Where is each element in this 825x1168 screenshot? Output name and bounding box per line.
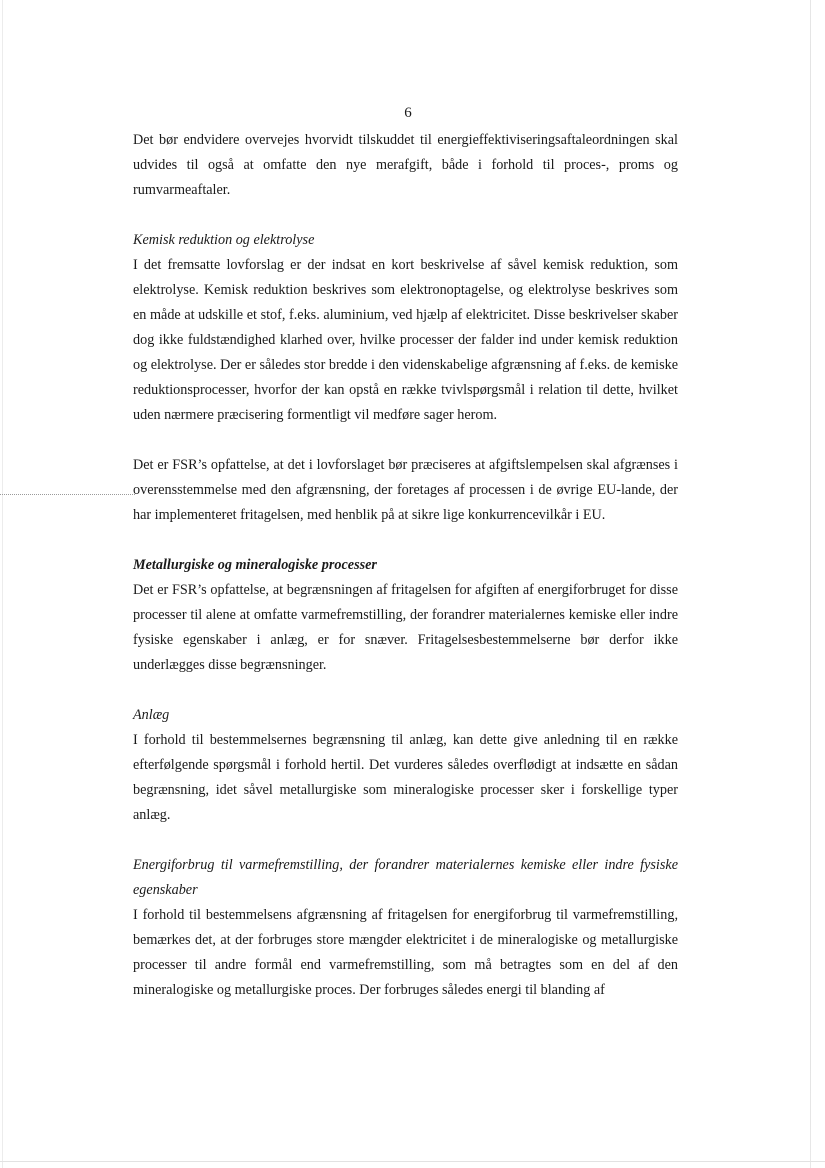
document-body bbox=[133, 128, 678, 1003]
paragraph-gap bbox=[133, 828, 678, 853]
paragraph-fsr-afgraensning: Det er FSR’s opfattelse, at det i lovforslaget bør præciseres at afgiftslempelsen skal afgrænses i overensstemmelse med den afgrænsning, der foretages af processen i de øvrige EU-lande, der har implementeret fritagelsen, med henblik på at sikre lige konkurrencevilkår i EU. bbox=[133, 457, 678, 523]
paragraph-tilskud: Det bør endvidere overvejes hvorvidt tilskuddet til energieffektiviseringsaftaleordningen skal udvides til også at omfatte den nye merafgift, både i forhold til proces-, proms og rumvarmeaftaler. bbox=[133, 132, 678, 198]
paragraph-gap bbox=[133, 428, 678, 453]
scan-edge-bottom bbox=[0, 1161, 825, 1162]
scan-edge-right bbox=[810, 0, 811, 1168]
margin-dotted-rule bbox=[0, 494, 135, 496]
paragraph-gap bbox=[133, 678, 678, 703]
paragraph-kemisk-reduktion: I det fremsatte lovforslag er der indsat en kort beskrivelse af såvel kemisk reduktion, som elektrolyse. Kemisk reduktion beskrives som elektronoptagelse, og elektrolyse beskrives som en måde at udskille et stof, f.eks. aluminium, ved hjælp af elektricitet. Disse beskrivelser skaber dog ikke fuldstændighed klarhed over, hvilke processer der falder ind under kemisk reduktion og elektrolyse. Der er således stor bredde i den videnskabelige afgrænsning af f.eks. de kemiske reduktionsprocesser, hvorfor der kan opstå en række tvivlspørgsmål i relation til dette, hvilket uden nærmere præcisering formentligt vil medføre sager herom. bbox=[133, 257, 678, 423]
heading-anlaeg: Anlæg bbox=[133, 707, 170, 723]
heading-energiforbrug: Energiforbrug til varmefremstilling, der forandrer materialernes kemiske eller indre fysiske egenskaber bbox=[133, 857, 678, 898]
paragraph-gap bbox=[133, 528, 678, 553]
heading-metallurgiske-processer: Metallurgiske og mineralogiske processer bbox=[133, 557, 377, 573]
heading-kemisk-reduktion: Kemisk reduktion og elektrolyse bbox=[133, 232, 315, 248]
scan-edge-left bbox=[2, 0, 3, 1168]
paragraph-energiforbrug: I forhold til bestemmelsens afgrænsning af fritagelsen for energiforbrug til varmefremstilling, bemærkes det, at der forbruges store mængder elektricitet i de mineralogiske og metallurgiske processer til andre formål end varmefremstilling, som må betragtes som en del af den mineralogiske og metallurgiske proces. Der forbruges således energi til blanding af bbox=[133, 907, 678, 998]
paragraph-gap bbox=[133, 203, 678, 228]
paragraph-anlaeg: I forhold til bestemmelsernes begrænsning til anlæg, kan dette give anledning til en række efterfølgende spørgsmål i forhold hertil. Det vurderes således overflødigt at indsætte en sådan begrænsning, idet såvel metallurgiske som mineralogiske processer sker i forskellige typer anlæg. bbox=[133, 732, 678, 823]
paragraph-metallurgiske-processer: Det er FSR’s opfattelse, at begrænsningen af fritagelsen for afgiften af energiforbruget for disse processer til alene at omfatte varmefremstilling, der forandrer materialernes kemiske eller indre fysiske egenskaber i anlæg, er for snæver. Fritagelsesbestemmelserne bør derfor ikke underlægges disse begrænsninger. bbox=[133, 582, 678, 673]
page-number: 6 bbox=[404, 105, 412, 121]
